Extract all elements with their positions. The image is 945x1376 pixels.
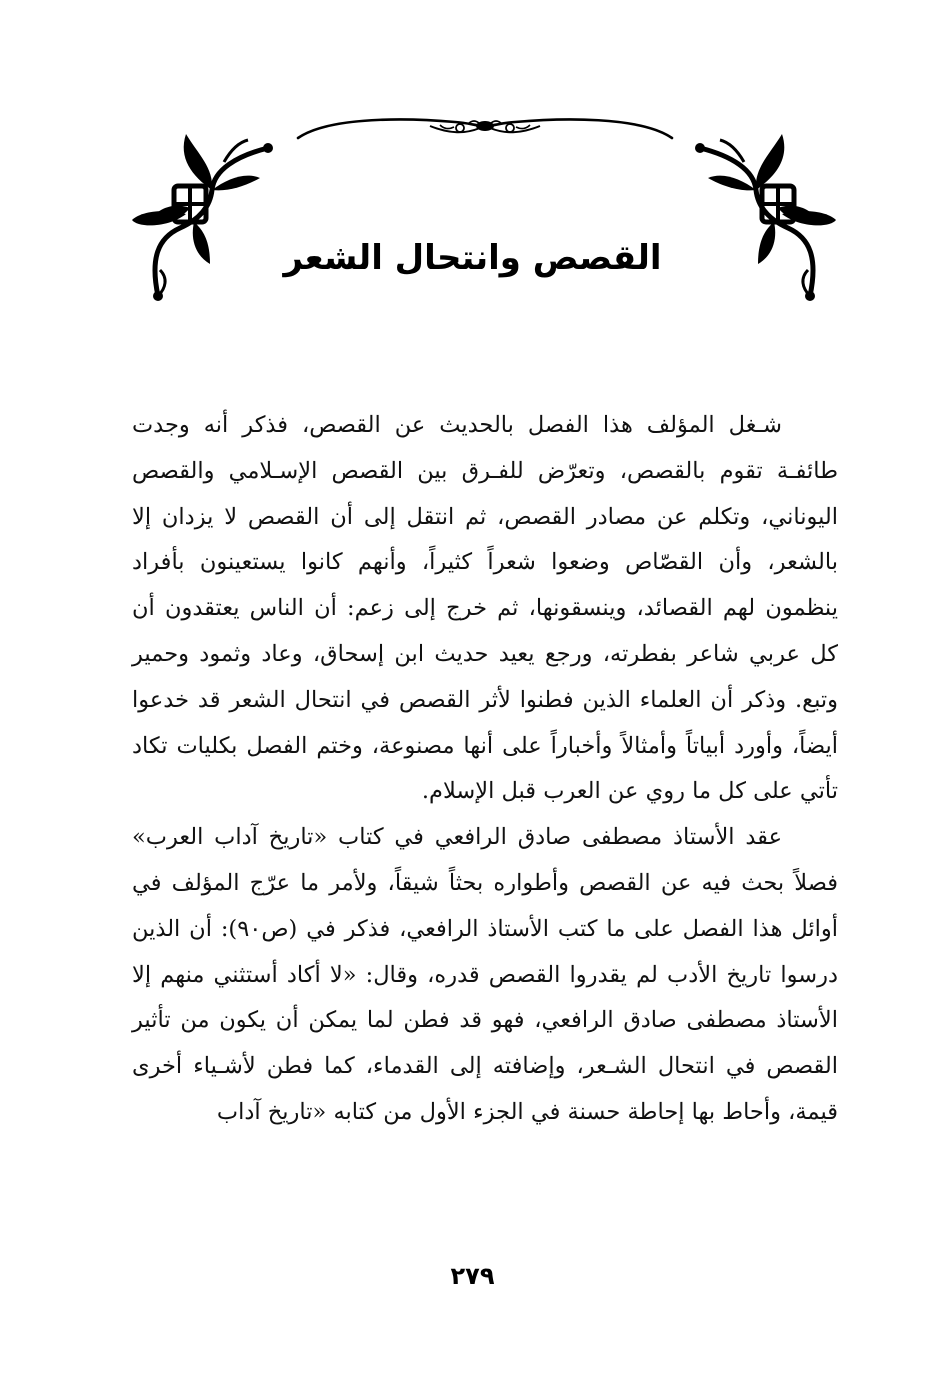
paragraph-1: شـغل المؤلف هذا الفصل بالحديث عن القصص، فذكر أنه وجدت طائفـة تقوم بالقصص، وتعرّض للفـرق بين القصص الإسـلامي والقصص اليوناني، وتكلم عن مصادر القصص، ثم انتقل إلى أن القصص لا يزدان إلا بالشعر، وأن القصّاص وضعوا شعراً كثيراً، وأنهم كانوا يستعينون بأفراد ينظمون لهم القصائد، وينسقونها، ثم خرج إلى زعم: أن الناس يعتقدون أن كل عربي شاعر بفطرته، ورجع يعيد حديث ابن إسحاق، وعاد وثمود وحمير وتبع. وذكر أن العلماء الذين فطنوا لأثر القصص في انتحال الشعر قد خدعوا أيضاً، وأورد أبياتاً وأمثالاً وأخباراً على أنها مصنوعة، وختم الفصل بكليات تكاد تأتي على كل ما روي عن العرب قبل الإسلام. xyxy=(132,412,838,805)
page-number: ٢٧٩ xyxy=(450,1262,495,1290)
chapter-title: القصص وانتحال الشعر xyxy=(283,238,662,278)
header-swash-ornament xyxy=(290,104,680,154)
paragraph-2: عقد الأستاذ مصطفى صادق الرافعي في كتاب «تاريخ آداب العرب» فصلاً بحث فيه عن القصص وأطواره بحثاً شيقاً، ولأمر ما عرّج المؤلف في أوائل هذا الفصل على ما كتب الأستاذ الرافعي، فذكر في (ص٩٠): أن الذين درسوا تاريخ الأدب لم يقدروا القصص قدره، وقال: «لا أكاد أستثني منهم إلا الأستاذ مصطفى صادق الرافعي، فهو قد فطن لما يمكن أن يكون من تأثير القصص في انتحال الشـعر، وإضافته إلى القدماء، كما فطن لأشـياء أخرى قيمة، وأحاط بها إحاطة حسنة في الجزء الأول من كتابه «تاريخ آداب xyxy=(132,824,839,1125)
body-text xyxy=(132,403,838,1136)
